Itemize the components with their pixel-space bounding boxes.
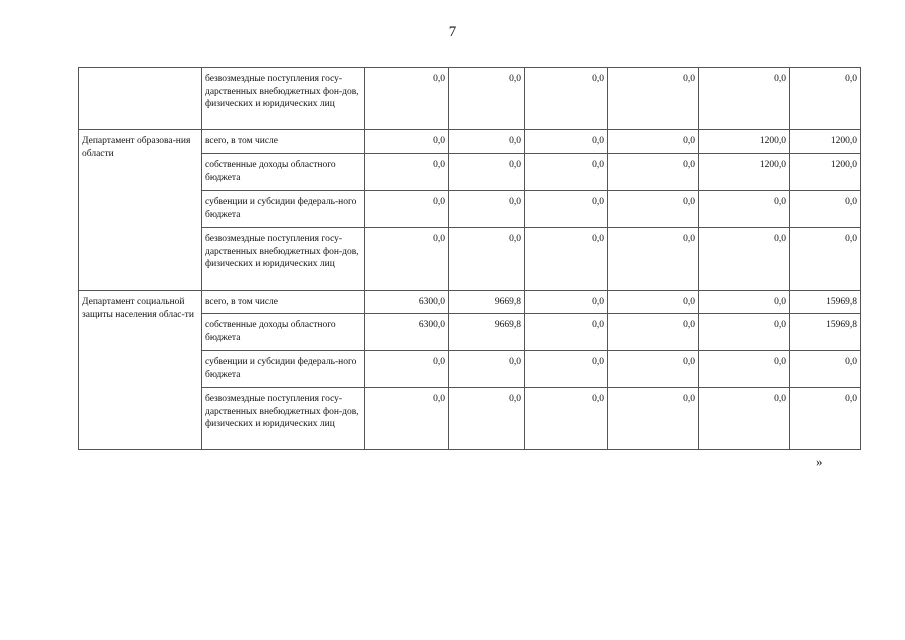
- funding-source-label: безвозмездные поступления госу-дарственных внебюджетных фон-дов, физических и юридических лиц: [202, 388, 365, 450]
- value-cell: 6300,0: [365, 314, 449, 351]
- funding-source-label: собственные доходы областного бюджета: [202, 154, 365, 191]
- value-cell: 0,0: [608, 351, 699, 388]
- funding-source-label: безвозмездные поступления госу-дарственных внебюджетных фон-дов, физических и юридических лиц: [202, 228, 365, 291]
- value-cell: 0,0: [790, 351, 861, 388]
- value-cell: 0,0: [365, 130, 449, 154]
- value-cell: 1200,0: [790, 154, 861, 191]
- funding-source-label: всего, в том числе: [202, 130, 365, 154]
- value-cell: 0,0: [699, 191, 790, 228]
- value-cell: 0,0: [525, 191, 608, 228]
- table-row: [79, 130, 861, 154]
- value-cell: 0,0: [608, 314, 699, 351]
- table-row: [79, 291, 861, 314]
- value-cell: 0,0: [525, 314, 608, 351]
- value-cell: 0,0: [608, 291, 699, 314]
- value-cell: 0,0: [608, 154, 699, 191]
- value-cell: 0,0: [608, 191, 699, 228]
- value-cell: 0,0: [699, 351, 790, 388]
- value-cell: 6300,0: [365, 291, 449, 314]
- table-row: [79, 68, 861, 130]
- value-cell: 15969,8: [790, 291, 861, 314]
- value-cell: 0,0: [608, 228, 699, 291]
- value-cell: 0,0: [449, 388, 525, 450]
- value-cell: 0,0: [790, 191, 861, 228]
- value-cell: 9669,8: [449, 314, 525, 351]
- value-cell: 0,0: [525, 68, 608, 130]
- department-cell: Департамент социальной защиты населения облас-ти: [79, 291, 202, 450]
- value-cell: 0,0: [790, 228, 861, 291]
- value-cell: 0,0: [365, 351, 449, 388]
- department-cell: Департамент образова-ния области: [79, 130, 202, 291]
- value-cell: 0,0: [699, 291, 790, 314]
- value-cell: 0,0: [525, 154, 608, 191]
- department-cell: [79, 68, 202, 130]
- value-cell: 0,0: [699, 228, 790, 291]
- value-cell: 0,0: [608, 388, 699, 450]
- value-cell: 0,0: [365, 228, 449, 291]
- value-cell: 0,0: [699, 314, 790, 351]
- budget-table: [78, 67, 861, 450]
- value-cell: 0,0: [699, 68, 790, 130]
- value-cell: 1200,0: [699, 130, 790, 154]
- value-cell: 0,0: [449, 191, 525, 228]
- value-cell: 0,0: [449, 351, 525, 388]
- value-cell: 0,0: [699, 388, 790, 450]
- value-cell: 9669,8: [449, 291, 525, 314]
- value-cell: 0,0: [608, 130, 699, 154]
- funding-source-label: субвенции и субсидии федераль-ного бюджета: [202, 351, 365, 388]
- value-cell: 0,0: [365, 191, 449, 228]
- value-cell: 0,0: [365, 68, 449, 130]
- value-cell: 0,0: [608, 68, 699, 130]
- value-cell: 0,0: [449, 130, 525, 154]
- value-cell: 0,0: [525, 351, 608, 388]
- value-cell: 0,0: [790, 388, 861, 450]
- value-cell: 0,0: [525, 130, 608, 154]
- value-cell: 0,0: [449, 154, 525, 191]
- value-cell: 0,0: [449, 228, 525, 291]
- value-cell: 0,0: [365, 388, 449, 450]
- value-cell: 0,0: [790, 68, 861, 130]
- value-cell: 1200,0: [790, 130, 861, 154]
- value-cell: 0,0: [525, 388, 608, 450]
- funding-source-label: субвенции и субсидии федераль-ного бюджета: [202, 191, 365, 228]
- value-cell: 0,0: [525, 291, 608, 314]
- value-cell: 0,0: [365, 154, 449, 191]
- page-number: 7: [448, 24, 457, 40]
- funding-source-label: всего, в том числе: [202, 291, 365, 314]
- funding-source-label: собственные доходы областного бюджета: [202, 314, 365, 351]
- value-cell: 15969,8: [790, 314, 861, 351]
- value-cell: 1200,0: [699, 154, 790, 191]
- funding-source-label: безвозмездные поступления госу-дарственных внебюджетных фон-дов, физических и юридических лиц: [202, 68, 365, 130]
- value-cell: 0,0: [525, 228, 608, 291]
- value-cell: 0,0: [449, 68, 525, 130]
- closing-quote-mark: »: [816, 454, 823, 469]
